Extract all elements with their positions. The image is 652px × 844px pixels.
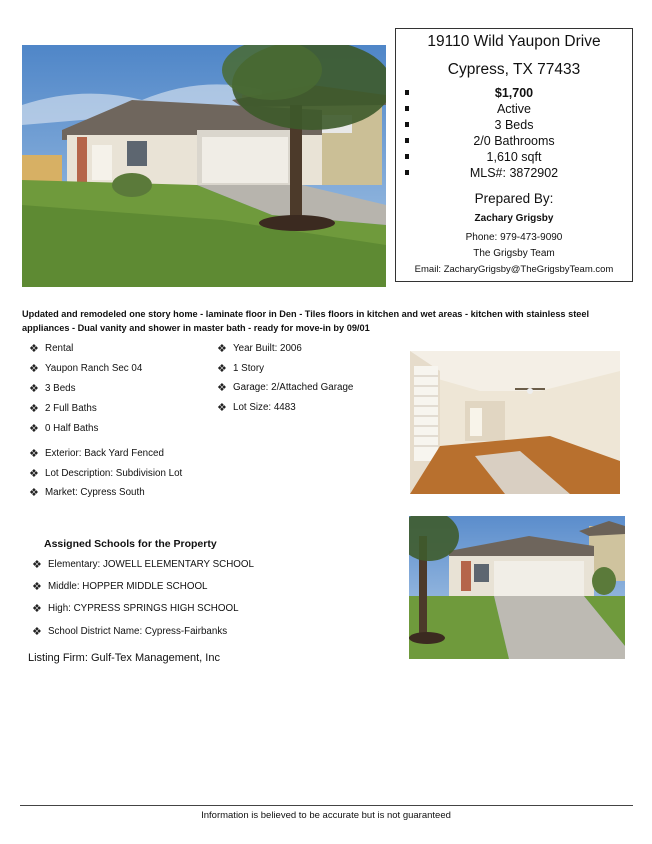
- feature-item: ❖ 3 Beds: [29, 383, 76, 395]
- summary-item-mls: [396, 165, 632, 181]
- square-bullet-icon: [405, 90, 409, 95]
- feature-item: ❖ Lot Description: Subdivision Lot: [29, 468, 183, 480]
- diamond-bullet-icon: ❖: [32, 581, 42, 593]
- feature-item: ❖ 0 Half Baths: [29, 423, 99, 435]
- property-summary-box: [395, 28, 633, 282]
- house-exterior-photo: [22, 45, 386, 287]
- interior-photo: [410, 351, 620, 494]
- diamond-bullet-icon: ❖: [29, 343, 39, 355]
- school-item: ❖ School District Name: Cypress-Fairbanks: [32, 626, 228, 638]
- summary-item-price: [396, 85, 632, 101]
- feature-item: ❖ Lot Size: 4483: [217, 402, 296, 414]
- feature-item: ❖ Rental: [29, 343, 74, 355]
- property-description: Updated and remodeled one story home - laminate floor in Den - Tiles floors in kitchen and wet areas - kitchen with stainless steel appliances - Dual vanity and shower in master bath - ready for move-in by 09/01: [22, 309, 590, 333]
- school-item: ❖ Middle: HOPPER MIDDLE SCHOOL: [32, 581, 208, 593]
- square-bullet-icon: [405, 170, 409, 175]
- diamond-bullet-icon: ❖: [29, 423, 39, 435]
- feature-item: ❖ Exterior: Back Yard Fenced: [29, 448, 164, 460]
- sqft-value: 1,610 sqft: [486, 150, 542, 164]
- diamond-bullet-icon: ❖: [32, 559, 42, 571]
- price-value: $1,700: [494, 86, 534, 100]
- summary-item-beds: [396, 117, 632, 133]
- diamond-bullet-icon: ❖: [29, 448, 39, 460]
- square-bullet-icon: [405, 138, 409, 143]
- diamond-bullet-icon: ❖: [217, 343, 227, 355]
- summary-item-status: [396, 101, 632, 117]
- diamond-bullet-icon: ❖: [217, 363, 227, 375]
- footer-divider: [20, 805, 633, 806]
- feature-item: ❖ Year Built: 2006: [217, 343, 302, 355]
- mls-value: MLS#: 3872902: [469, 166, 559, 180]
- feature-item: ❖ Market: Cypress South: [29, 487, 145, 499]
- diamond-bullet-icon: ❖: [29, 403, 39, 415]
- feature-item: ❖ 1 Story: [217, 363, 265, 375]
- diamond-bullet-icon: ❖: [29, 468, 39, 480]
- address-line-2: Cypress, TX 77433: [447, 61, 581, 78]
- feature-item: ❖ Garage: 2/Attached Garage: [217, 382, 354, 394]
- diamond-bullet-icon: ❖: [29, 383, 39, 395]
- diamond-bullet-icon: ❖: [217, 402, 227, 414]
- summary-item-bathrooms: [396, 133, 632, 149]
- status-value: Active: [496, 102, 532, 116]
- diamond-bullet-icon: ❖: [29, 363, 39, 375]
- square-bullet-icon: [405, 106, 409, 111]
- agent-email: Email: ZacharyGrigsby@TheGrigsbyTeam.com: [414, 264, 614, 275]
- school-item: ❖ High: CYPRESS SPRINGS HIGH SCHOOL: [32, 603, 239, 615]
- school-item: ❖ Elementary: JOWELL ELEMENTARY SCHOOL: [32, 559, 254, 571]
- square-bullet-icon: [405, 154, 409, 159]
- diamond-bullet-icon: ❖: [217, 382, 227, 394]
- summary-list: [396, 85, 632, 181]
- beds-value: 3 Beds: [494, 118, 534, 132]
- diamond-bullet-icon: ❖: [32, 603, 42, 615]
- square-bullet-icon: [405, 122, 409, 127]
- summary-item-sqft: [396, 149, 632, 165]
- agent-phone: Phone: 979-473-9090: [465, 232, 563, 243]
- bathrooms-value: 2/0 Bathrooms: [473, 134, 555, 148]
- agent-name: Zachary Grigsby: [474, 213, 554, 224]
- footer-disclaimer: Information is believed to be accurate but is not guaranteed: [201, 810, 451, 821]
- diamond-bullet-icon: ❖: [32, 626, 42, 638]
- diamond-bullet-icon: ❖: [29, 487, 39, 499]
- feature-item: ❖ 2 Full Baths: [29, 403, 97, 415]
- agent-team: The Grigsby Team: [473, 248, 555, 259]
- schools-section-title: Assigned Schools for the Property: [44, 538, 217, 550]
- address-line-1: 19110 Wild Yaupon Drive: [427, 33, 601, 50]
- house-front-photo: [409, 516, 625, 659]
- feature-item: ❖ Yaupon Ranch Sec 04: [29, 363, 143, 375]
- listing-firm: Listing Firm: Gulf-Tex Management, Inc: [28, 652, 220, 664]
- prepared-by-label: Prepared By:: [474, 191, 554, 206]
